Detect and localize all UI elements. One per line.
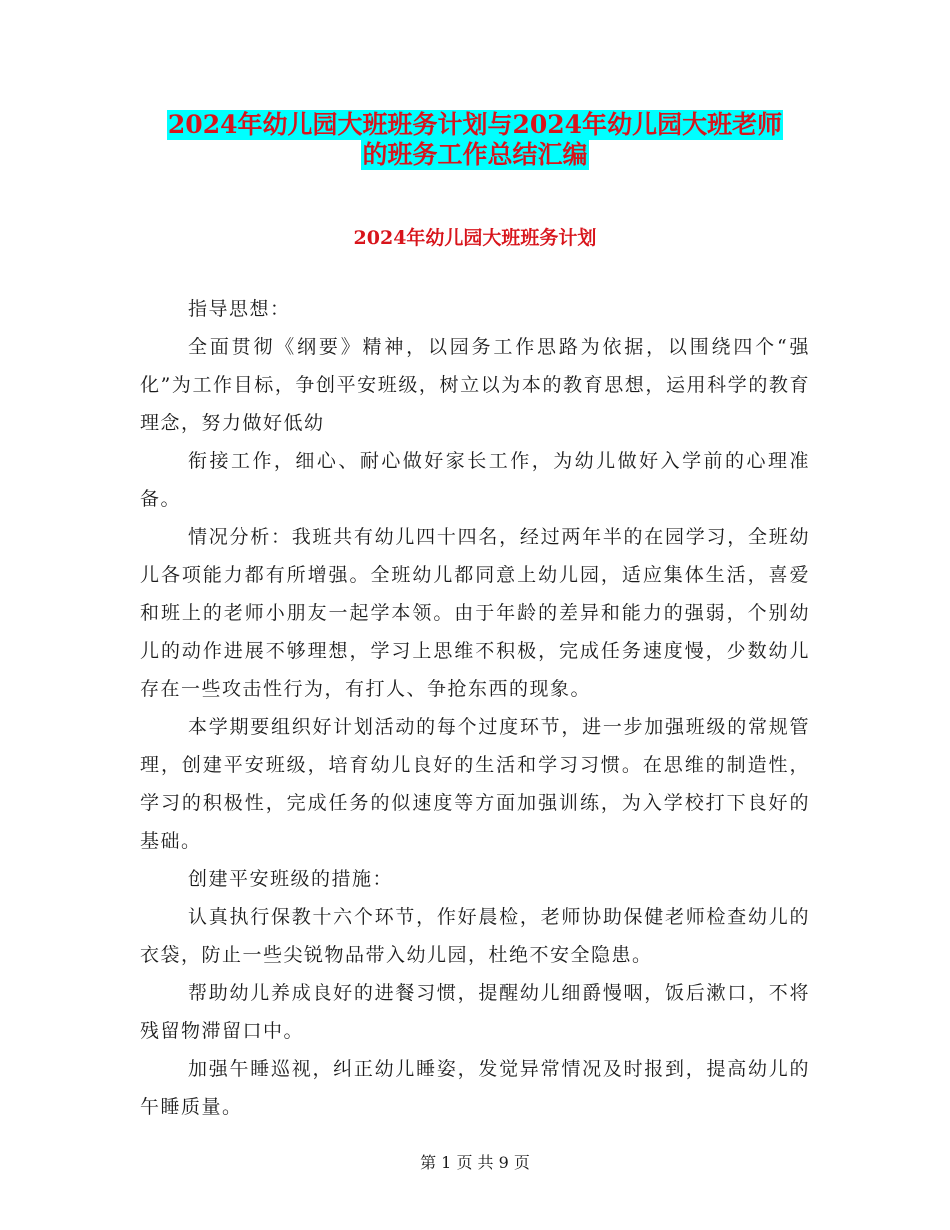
document-title [140, 110, 810, 170]
paragraph-transition-work: 衔接工作，细心、耐心做好家长工作，为幼儿做好入学前的心理准备。 [140, 450, 810, 510]
paragraph-morning-check: 认真执行保教十六个环节，作好晨检，老师协助保健老师检查幼儿的衣袋，防止一些尖锐物品带入幼儿园，杜绝不安全隐患。 [140, 906, 810, 966]
document-body [140, 290, 810, 1126]
paragraph-guiding-thought: 全面贯彻《纲要》精神，以园务工作思路为依据，以围绕四个“强化”为工作目标，争创平安班级，树立以为本的教育思想，运用科学的教育理念，努力做好低幼 [140, 336, 810, 434]
paragraph-guiding-heading: 指导思想： [188, 298, 291, 320]
document-title-line-2: 的班务工作总结汇编 [362, 140, 588, 169]
paragraph-eating-habits: 帮助幼儿养成良好的进餐习惯，提醒幼儿细爵慢咽，饭后漱口，不将残留物滞留口中。 [140, 982, 810, 1042]
paragraph-situation-analysis: 情况分析：我班共有幼儿四十四名，经过两年半的在园学习，全班幼儿各项能力都有所增强。全班幼儿都同意上幼儿园，适应集体生活，喜爱和班上的老师小朋友一起学本领。由于年龄的差异和能力的强弱，个别幼儿的动作进展不够理想，学习上思维不积极，完成任务速度慢，少数幼儿存在一些攻击性行为，有打人、争抢东西的现象。 [140, 526, 810, 700]
paragraph-nap-supervision: 加强午睡巡视，纠正幼儿睡姿，发觉异常情况及时报到，提高幼儿的午睡质量。 [140, 1058, 810, 1118]
paragraph-semester-plan: 本学期要组织好计划活动的每个过度环节，进一步加强班级的常规管理，创建平安班级，培育幼儿良好的生活和学习习惯。在思维的制造性，学习的积极性，完成任务的似速度等方面加强训练，为入学校打下良好的基础。 [140, 716, 810, 852]
page-footer: 第 1 页 共 9 页 [420, 1153, 530, 1172]
paragraph-measures-heading: 创建平安班级的措施： [188, 868, 394, 890]
document-title-line-1: 2024年幼儿园大班班务计划与2024年幼儿园大班老师 [167, 110, 783, 139]
section-title: 2024年幼儿园大班班务计划 [353, 227, 597, 249]
